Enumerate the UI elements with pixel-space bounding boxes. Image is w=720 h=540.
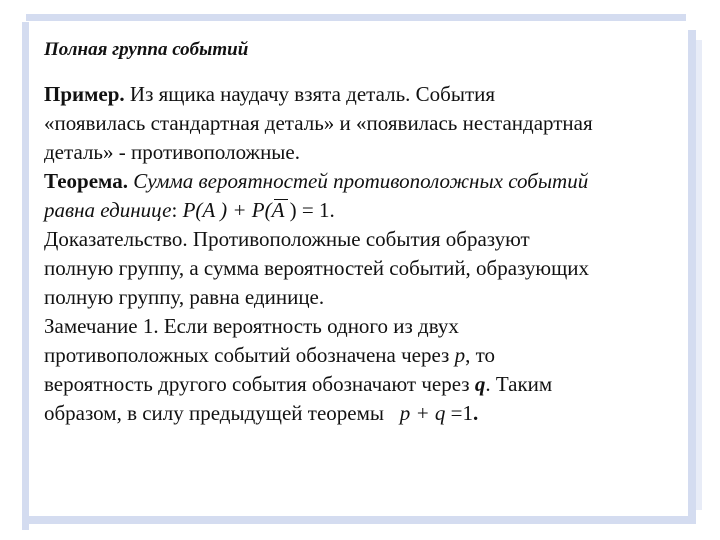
bottom-border-bar [26,516,696,524]
slide-body [44,80,684,428]
final-period: . [473,401,479,425]
example-label: Пример. [44,82,125,106]
remark-line-2 [44,341,684,370]
theorem-formula-line [44,196,684,225]
left-border-bar [22,22,29,530]
body-line-2: «появилась стандартная деталь» и «появилась нестандартная [44,111,593,135]
right-border-bar [688,30,696,520]
example-text: Из ящика наудачу взята деталь. События [124,82,496,106]
remark-line-1: Замечание 1. Если вероятность одного из двух [44,314,459,338]
slide-title: Полная группа событий [44,39,249,60]
var-q: q [474,372,486,396]
colon: : [171,198,183,222]
complement-event-A: A [272,196,285,225]
theorem-text-cont: равна единице [44,198,172,222]
proof-line-2: полную группу, а сумма вероятностей событий, образующих [44,256,590,280]
remark-text: противоположных событий обозначена через [44,343,455,367]
example-line [44,80,684,109]
proof-line-3: полную группу, равна единице. [44,285,325,309]
formula-part-1: P(A ) + P( [182,198,272,222]
theorem-text: Сумма вероятностей противоположных событий [127,169,589,193]
remark-text: образом, в силу предыдущей теоремы [44,401,400,425]
formula-part-2: ) = 1. [284,198,335,222]
remark-line-4 [44,399,684,428]
slide-content [44,38,684,428]
formula-equals-one: =1 [445,401,473,425]
theorem-line [44,167,684,196]
proof-line-1: Доказательство. Противоположные события образуют [44,227,530,251]
body-line-3: деталь» - противоположные. [44,140,300,164]
right-border-shadow [696,40,702,510]
top-border-bar [26,14,686,21]
theorem-label: Теорема. [44,169,128,193]
remark-text-end: . Таким [485,372,553,396]
remark-text: вероятность другого события обозначают через [44,372,475,396]
formula-p-plus-q: p + q [399,401,446,425]
var-p: p [454,343,466,367]
remark-text-end: , то [465,343,495,367]
remark-line-3 [44,370,684,399]
